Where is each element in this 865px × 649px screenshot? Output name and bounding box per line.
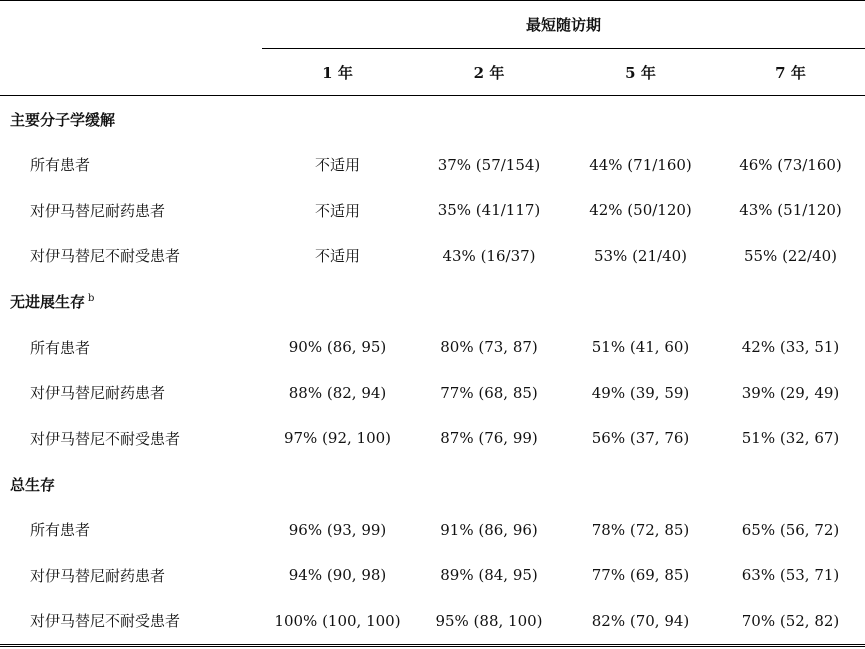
table-cell: 91% (86, 96) xyxy=(440,520,538,539)
section-title-text: 总生存 xyxy=(10,475,56,494)
row-label: 对伊马替尼不耐受患者 xyxy=(0,598,262,645)
table-cell: 49% (39, 59) xyxy=(591,383,690,402)
table-row xyxy=(0,233,865,279)
table-cell: 89% (84, 95) xyxy=(440,566,538,585)
section-empty-cell xyxy=(262,279,413,325)
section-title-text: 主要分子学缓解 xyxy=(10,110,116,129)
table-cell: 不适用 xyxy=(314,247,360,266)
table-cell: 97% (92, 100) xyxy=(283,429,392,448)
table-cell: 77% (68, 85) xyxy=(440,383,538,402)
row-label: 对伊马替尼不耐受患者 xyxy=(30,247,181,266)
table-cell: 87% (76, 99) xyxy=(440,429,538,448)
table-body xyxy=(0,1,865,646)
column-header-2: 2 年 xyxy=(413,49,565,96)
footnote-marker: b xyxy=(88,293,95,304)
header-corner-2 xyxy=(0,49,262,96)
table-cell: 44% (71/160) xyxy=(589,155,692,174)
row-label: 所有患者 xyxy=(30,521,91,540)
table-row xyxy=(0,370,865,416)
section-empty-cell xyxy=(716,96,865,143)
table-cell: 65% (56, 72) xyxy=(741,520,840,539)
table-cell: 不适用 xyxy=(314,156,360,175)
section-empty-cell xyxy=(716,461,865,507)
section-empty-cell xyxy=(565,279,716,325)
table-cell: 42% (33, 51) xyxy=(741,338,840,357)
follow-up-group-header: 最短随访期 xyxy=(262,1,865,49)
section-title xyxy=(0,96,262,143)
table-cell: 78% (72, 85) xyxy=(591,520,690,539)
section-row xyxy=(0,96,865,143)
row-label: 对伊马替尼耐药患者 xyxy=(30,566,166,585)
section-title xyxy=(0,279,262,325)
row-label: 对伊马替尼耐药患者 xyxy=(30,201,166,220)
section-empty-cell xyxy=(413,96,565,143)
table-cell: 43% (51/120) xyxy=(739,201,842,220)
table-row xyxy=(0,553,865,599)
table-cell: 80% (73, 87) xyxy=(440,338,538,357)
table-cell: 42% (50/120) xyxy=(589,201,692,220)
column-header-3: 5 年 xyxy=(565,49,716,96)
table-cell: 100% (100, 100) xyxy=(262,598,413,645)
section-row xyxy=(0,279,865,325)
table-cell: 94% (90, 98) xyxy=(288,566,387,585)
row-label: 所有患者 xyxy=(30,338,91,357)
table-cell: 43% (16/37) xyxy=(442,246,536,265)
table-cell: 63% (53, 71) xyxy=(741,566,840,585)
section-empty-cell xyxy=(565,461,716,507)
header-corner xyxy=(0,1,262,49)
table-row xyxy=(0,325,865,371)
table-cell: 46% (73/160) xyxy=(739,155,842,174)
section-empty-cell xyxy=(262,461,413,507)
header-row-group xyxy=(0,1,865,49)
section-empty-cell xyxy=(413,279,565,325)
header-row-columns xyxy=(0,49,865,96)
row-label: 对伊马替尼不耐受患者 xyxy=(30,429,181,448)
table-cell: 51% (32, 67) xyxy=(741,429,840,448)
section-row xyxy=(0,461,865,507)
table-cell: 55% (22/40) xyxy=(743,246,838,265)
column-header-4: 7 年 xyxy=(716,49,865,96)
column-header-1: 1 年 xyxy=(262,49,413,96)
section-empty-cell xyxy=(413,461,565,507)
table-cell: 37% (57/154) xyxy=(437,155,541,174)
table-cell: 96% (93, 99) xyxy=(288,520,387,539)
table-cell: 90% (86, 95) xyxy=(288,338,387,357)
table-cell: 35% (41/117) xyxy=(437,201,541,220)
table-cell: 70% (52, 82) xyxy=(716,598,865,645)
table-row xyxy=(0,142,865,188)
section-empty-cell xyxy=(716,279,865,325)
table-cell: 不适用 xyxy=(314,201,360,220)
table-cell: 82% (70, 94) xyxy=(565,598,716,645)
table-row xyxy=(0,598,865,645)
table-cell: 95% (88, 100) xyxy=(413,598,565,645)
section-empty-cell xyxy=(565,96,716,143)
table-cell: 77% (69, 85) xyxy=(591,566,690,585)
section-empty-cell xyxy=(262,96,413,143)
section-title xyxy=(0,461,262,507)
table-row xyxy=(0,416,865,462)
table-row xyxy=(0,188,865,234)
table-row xyxy=(0,507,865,553)
table-cell: 39% (29, 49) xyxy=(741,383,840,402)
table-cell: 53% (21/40) xyxy=(593,246,688,265)
row-label: 所有患者 xyxy=(30,156,91,175)
row-label: 对伊马替尼耐药患者 xyxy=(30,384,166,403)
table-cell: 51% (41, 60) xyxy=(591,338,690,357)
table-cell: 56% (37, 76) xyxy=(591,429,690,448)
section-title-text: 无进展生存 xyxy=(10,293,86,311)
table-cell: 88% (82, 94) xyxy=(288,383,387,402)
